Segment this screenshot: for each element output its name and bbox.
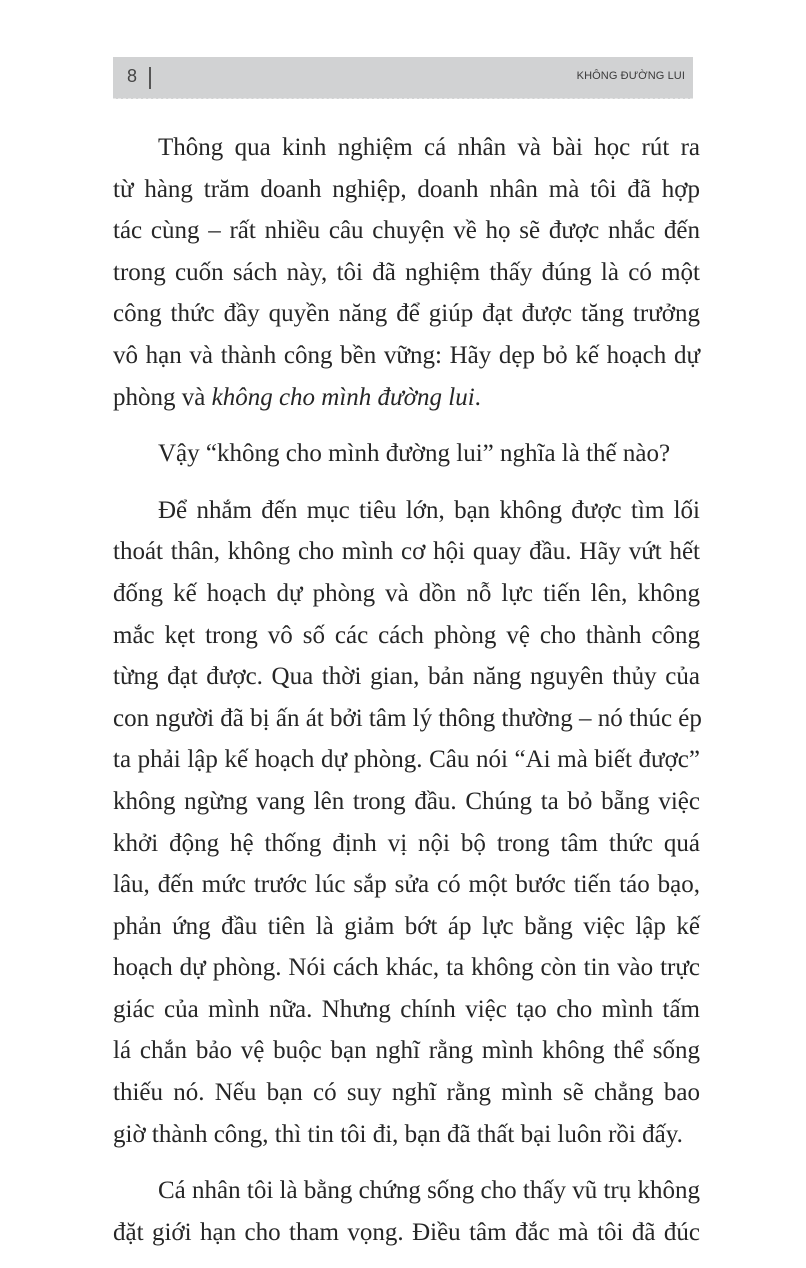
text-line: Vậy “không cho mình đường lui” nghĩa là thế nào?: [158, 440, 671, 468]
text-line: Cá nhân tôi là bằng chứng sống cho thấy vũ trụ không: [158, 1177, 700, 1205]
text-line: Để nhắm đến mục tiêu lớn, bạn không được tìm lối: [158, 496, 700, 524]
text-line: công thức đầy quyền năng để giúp đạt được tăng trưởng: [113, 300, 700, 328]
text-segment: phòng và: [113, 383, 212, 411]
header-divider: [149, 67, 151, 89]
text-line: con người đã bị ấn át bởi tâm lý thông thường – nó thúc ép: [113, 704, 702, 732]
text-line: thiếu nó. Nếu bạn có suy nghĩ rằng mình sẽ chẳng bao: [113, 1079, 700, 1107]
paragraph-3: [113, 490, 700, 1156]
text-line: khởi động hệ thống định vị nội bộ trong tâm thức quá: [113, 829, 700, 857]
text-line: không ngừng vang lên trong đầu. Chúng ta bỏ bẵng việc: [113, 787, 700, 815]
paragraph-2: [113, 433, 700, 475]
text-line: đặt giới hạn cho tham vọng. Điều tâm đắc mà tôi đã đúc: [113, 1218, 700, 1246]
text-line: từ hàng trăm doanh nghiệp, doanh nhân mà tôi đã hợp: [113, 175, 700, 203]
running-title: KHÔNG ĐƯỜNG LUI: [576, 70, 685, 82]
text-segment: .: [474, 383, 481, 411]
body-text: [113, 127, 700, 1268]
text-line: [113, 377, 700, 419]
text-line: đống kế hoạch dự phòng và dồn nỗ lực tiến lên, không: [113, 579, 700, 607]
text-line: giờ thành công, thì tin tôi đi, bạn đã thất bại luôn rồi đấy.: [113, 1120, 683, 1148]
text-line: ta phải lập kế hoạch dự phòng. Câu nói “Ai mà biết được”: [113, 746, 700, 774]
paragraph-4: [113, 1170, 700, 1253]
text-line: lá chắn bảo vệ buộc bạn nghĩ rằng mình không thể sống: [113, 1037, 700, 1065]
running-header: [113, 57, 693, 99]
text-line: tác cùng – rất nhiều câu chuyện về họ sẽ được nhắc đến: [113, 217, 700, 245]
text-line: lâu, đến mức trước lúc sắp sửa có một bước tiến táo bạo,: [113, 871, 700, 899]
text-line: Thông qua kinh nghiệm cá nhân và bài học rút ra: [158, 134, 700, 161]
text-line: phản ứng đầu tiên là giảm bớt áp lực bằng việc lập kế: [113, 912, 700, 940]
paragraph-1: [113, 127, 700, 418]
text-line: giác của mình nữa. Nhưng chính việc tạo cho mình tấm: [113, 995, 700, 1023]
text-line: vô hạn và thành công bền vững: Hãy dẹp bỏ kế hoạch dự: [113, 341, 700, 369]
text-line: thoát thân, không cho mình cơ hội quay đầu. Hãy vứt hết: [113, 538, 700, 566]
text-line: trong cuốn sách này, tôi đã nghiệm thấy đúng là có một: [113, 258, 700, 286]
page-number: 8: [127, 66, 138, 86]
text-line: hoạch dự phòng. Nói cách khác, ta không còn tin vào trực: [113, 954, 700, 982]
emphasis-text: không cho mình đường lui: [211, 383, 475, 411]
text-line: từng đạt được. Qua thời gian, bản năng nguyên thủy của: [113, 663, 700, 691]
text-line: mắc kẹt trong vô số các cách phòng vệ cho thành công: [113, 621, 700, 649]
